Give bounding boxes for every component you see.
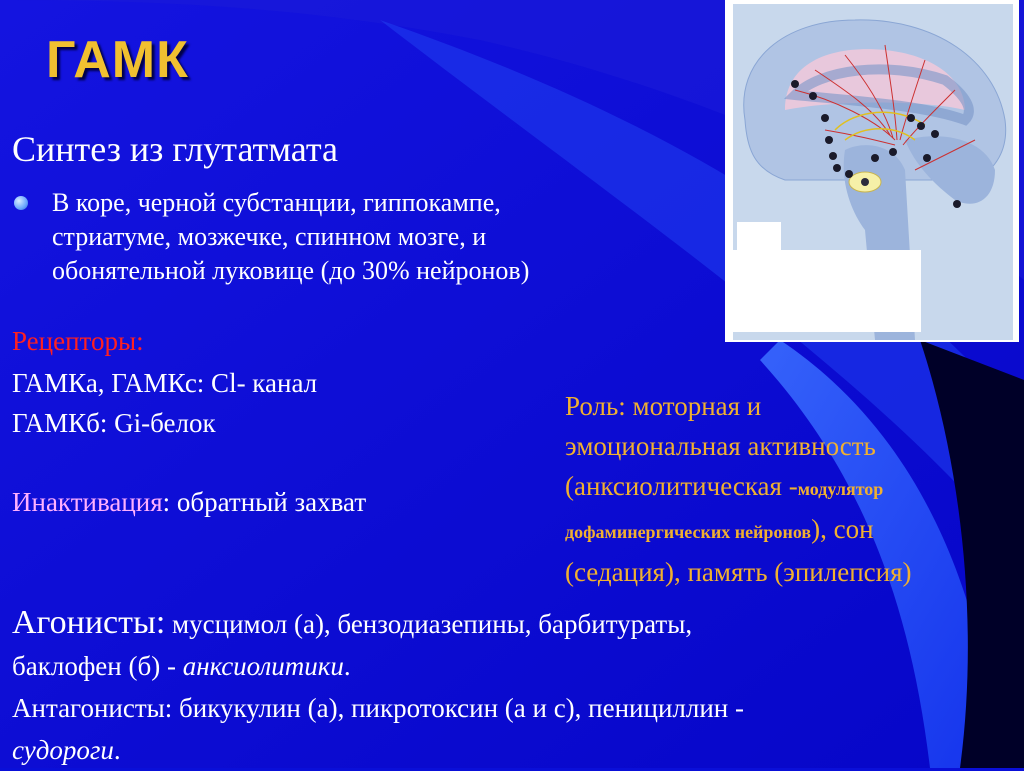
agonists-line-2 xyxy=(12,645,1012,687)
role-line xyxy=(565,466,1015,509)
receptor-gaba-a-c: ГАМКа, ГАМКс: Cl- канал xyxy=(12,368,318,398)
receptors-heading: Рецепторы: xyxy=(12,326,144,356)
agonists-text: . xyxy=(343,651,351,681)
role-line: Роль: моторная и xyxy=(565,391,762,421)
slide-title: ГАМК xyxy=(46,31,189,89)
role-line: эмоциональная активность xyxy=(565,431,876,461)
agonists-line xyxy=(12,602,1012,645)
antagonists-line: Антагонисты: бикукулин (а), пикротоксин (а и с), пенициллин - xyxy=(12,693,744,723)
seizures-text: судороги xyxy=(12,735,114,765)
bullet-line: обонятельной луковице (до 30% нейронов) xyxy=(52,256,530,285)
role-line: (седация), память (эпилепсия) xyxy=(565,557,912,587)
anxiolytics-text: анксиолитики xyxy=(182,651,344,681)
role-text: (анксиолитическая - xyxy=(565,471,798,501)
bullet-line: В коре, черной субстанции, гиппокампе, xyxy=(52,188,501,217)
agonists-antagonists-block xyxy=(12,602,1012,771)
localization-bullet xyxy=(52,186,692,288)
brain-gaba-pathways-figure xyxy=(725,0,1019,342)
antagonists-line-2 xyxy=(12,729,1012,771)
role-block xyxy=(565,386,1015,592)
role-small-text: дофаминергических нейронов xyxy=(565,522,812,542)
agonists-label: Агонисты: xyxy=(12,604,166,641)
inactivation-line xyxy=(12,487,366,518)
inactivation-value: : обратный захват xyxy=(162,487,367,517)
agonists-text: баклофен (б) - xyxy=(12,651,183,681)
agonists-text: мусцимол (а), бензодиазепины, барбитураты, xyxy=(165,609,693,639)
bullet-line: стриатуме, мозжечке, спинном мозге, и xyxy=(52,222,487,251)
receptor-gaba-b: ГАМКб: Gi-белок xyxy=(12,408,216,438)
inactivation-label: Инактивация xyxy=(12,487,163,517)
antagonists-text: . xyxy=(113,735,121,765)
bullet-dot-icon xyxy=(14,196,28,210)
synthesis-heading: Синтез из глутатмата xyxy=(12,129,338,169)
role-line xyxy=(565,509,1015,552)
role-text: ), сон xyxy=(811,514,874,544)
role-small-text: модулятор xyxy=(797,479,884,499)
